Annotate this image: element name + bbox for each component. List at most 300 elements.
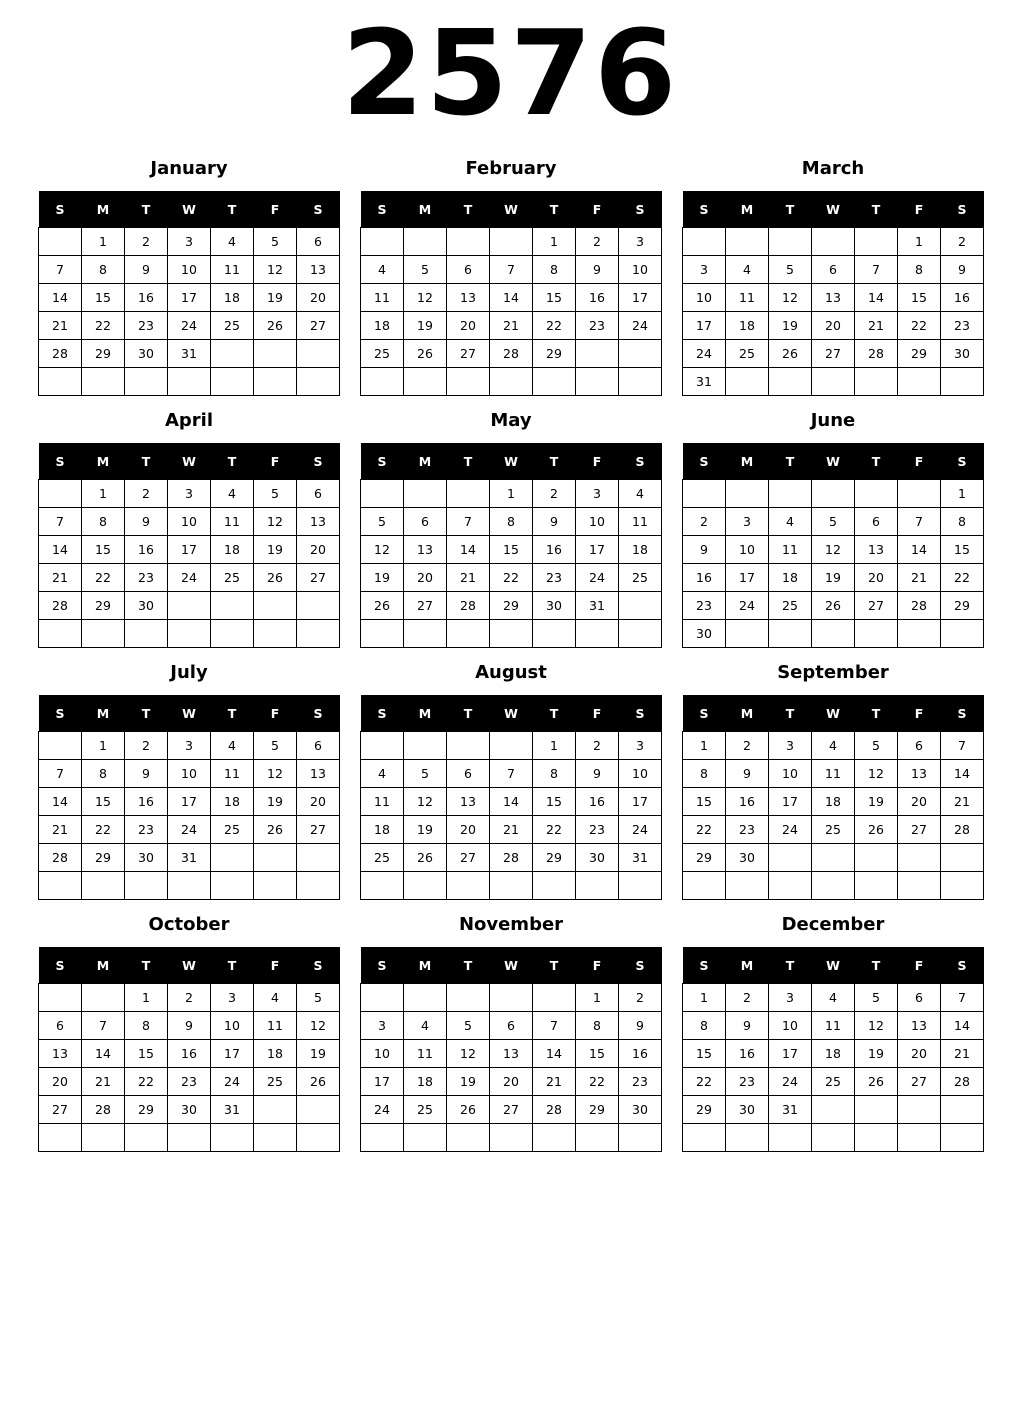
day-cell[interactable]: 15: [941, 536, 984, 564]
day-cell[interactable]: 17: [726, 564, 769, 592]
day-cell[interactable]: 13: [39, 1040, 82, 1068]
day-cell[interactable]: 9: [168, 1012, 211, 1040]
day-cell[interactable]: 30: [533, 592, 576, 620]
day-cell[interactable]: 4: [812, 984, 855, 1012]
day-cell[interactable]: 11: [361, 788, 404, 816]
day-cell[interactable]: 31: [769, 1096, 812, 1124]
day-cell[interactable]: 11: [211, 508, 254, 536]
day-cell[interactable]: 23: [533, 564, 576, 592]
day-cell[interactable]: 6: [490, 1012, 533, 1040]
day-cell[interactable]: 3: [683, 256, 726, 284]
day-cell[interactable]: 5: [254, 228, 297, 256]
day-cell[interactable]: 17: [769, 1040, 812, 1068]
day-cell[interactable]: 14: [941, 1012, 984, 1040]
day-cell[interactable]: 17: [619, 284, 662, 312]
day-cell[interactable]: 14: [39, 536, 82, 564]
day-cell[interactable]: 4: [361, 256, 404, 284]
day-cell[interactable]: 16: [576, 284, 619, 312]
day-cell[interactable]: 27: [447, 340, 490, 368]
day-cell[interactable]: 17: [168, 284, 211, 312]
day-cell[interactable]: 8: [82, 508, 125, 536]
day-cell[interactable]: 11: [769, 536, 812, 564]
day-cell[interactable]: 18: [361, 816, 404, 844]
day-cell[interactable]: 15: [82, 536, 125, 564]
day-cell[interactable]: 13: [404, 536, 447, 564]
day-cell[interactable]: 9: [533, 508, 576, 536]
day-cell[interactable]: 7: [490, 256, 533, 284]
day-cell[interactable]: 27: [812, 340, 855, 368]
day-cell[interactable]: 20: [297, 788, 340, 816]
day-cell[interactable]: 30: [125, 592, 168, 620]
day-cell[interactable]: 23: [576, 312, 619, 340]
day-cell[interactable]: 7: [39, 760, 82, 788]
day-cell[interactable]: 21: [941, 788, 984, 816]
day-cell[interactable]: 11: [404, 1040, 447, 1068]
day-cell[interactable]: 26: [404, 844, 447, 872]
day-cell[interactable]: 2: [726, 984, 769, 1012]
day-cell[interactable]: 22: [82, 564, 125, 592]
day-cell[interactable]: 5: [447, 1012, 490, 1040]
day-cell[interactable]: 9: [125, 508, 168, 536]
day-cell[interactable]: 1: [82, 480, 125, 508]
day-cell[interactable]: 28: [39, 340, 82, 368]
day-cell[interactable]: 23: [125, 312, 168, 340]
day-cell[interactable]: 23: [726, 816, 769, 844]
day-cell[interactable]: 6: [898, 984, 941, 1012]
day-cell[interactable]: 18: [361, 312, 404, 340]
day-cell[interactable]: 19: [855, 788, 898, 816]
day-cell[interactable]: 4: [726, 256, 769, 284]
day-cell[interactable]: 25: [812, 816, 855, 844]
day-cell[interactable]: 1: [898, 228, 941, 256]
day-cell[interactable]: 24: [619, 816, 662, 844]
day-cell[interactable]: 12: [812, 536, 855, 564]
day-cell[interactable]: 7: [898, 508, 941, 536]
day-cell[interactable]: 2: [619, 984, 662, 1012]
day-cell[interactable]: 19: [361, 564, 404, 592]
day-cell[interactable]: 11: [619, 508, 662, 536]
day-cell[interactable]: 9: [941, 256, 984, 284]
day-cell[interactable]: 29: [533, 340, 576, 368]
day-cell[interactable]: 17: [576, 536, 619, 564]
day-cell[interactable]: 16: [576, 788, 619, 816]
day-cell[interactable]: 3: [726, 508, 769, 536]
day-cell[interactable]: 20: [447, 312, 490, 340]
day-cell[interactable]: 21: [855, 312, 898, 340]
day-cell[interactable]: 26: [855, 816, 898, 844]
day-cell[interactable]: 7: [941, 984, 984, 1012]
day-cell[interactable]: 24: [168, 564, 211, 592]
day-cell[interactable]: 8: [576, 1012, 619, 1040]
day-cell[interactable]: 4: [254, 984, 297, 1012]
day-cell[interactable]: 1: [533, 228, 576, 256]
day-cell[interactable]: 13: [297, 256, 340, 284]
day-cell[interactable]: 15: [683, 1040, 726, 1068]
day-cell[interactable]: 3: [168, 732, 211, 760]
day-cell[interactable]: 6: [39, 1012, 82, 1040]
day-cell[interactable]: 2: [576, 228, 619, 256]
day-cell[interactable]: 7: [39, 256, 82, 284]
day-cell[interactable]: 25: [726, 340, 769, 368]
day-cell[interactable]: 15: [490, 536, 533, 564]
day-cell[interactable]: 21: [39, 312, 82, 340]
day-cell[interactable]: 4: [211, 228, 254, 256]
day-cell[interactable]: 29: [490, 592, 533, 620]
day-cell[interactable]: 22: [490, 564, 533, 592]
day-cell[interactable]: 30: [168, 1096, 211, 1124]
day-cell[interactable]: 29: [683, 844, 726, 872]
day-cell[interactable]: 10: [168, 508, 211, 536]
day-cell[interactable]: 20: [812, 312, 855, 340]
day-cell[interactable]: 18: [254, 1040, 297, 1068]
day-cell[interactable]: 11: [254, 1012, 297, 1040]
day-cell[interactable]: 3: [211, 984, 254, 1012]
day-cell[interactable]: 5: [769, 256, 812, 284]
day-cell[interactable]: 31: [683, 368, 726, 396]
day-cell[interactable]: 18: [404, 1068, 447, 1096]
day-cell[interactable]: 3: [361, 1012, 404, 1040]
day-cell[interactable]: 19: [254, 536, 297, 564]
day-cell[interactable]: 25: [769, 592, 812, 620]
day-cell[interactable]: 22: [125, 1068, 168, 1096]
day-cell[interactable]: 22: [683, 1068, 726, 1096]
day-cell[interactable]: 29: [898, 340, 941, 368]
day-cell[interactable]: 10: [168, 760, 211, 788]
day-cell[interactable]: 1: [941, 480, 984, 508]
day-cell[interactable]: 13: [855, 536, 898, 564]
day-cell[interactable]: 14: [490, 284, 533, 312]
day-cell[interactable]: 22: [683, 816, 726, 844]
day-cell[interactable]: 13: [447, 788, 490, 816]
day-cell[interactable]: 16: [125, 284, 168, 312]
day-cell[interactable]: 16: [683, 564, 726, 592]
day-cell[interactable]: 16: [941, 284, 984, 312]
day-cell[interactable]: 18: [726, 312, 769, 340]
day-cell[interactable]: 21: [39, 816, 82, 844]
day-cell[interactable]: 10: [168, 256, 211, 284]
day-cell[interactable]: 3: [168, 228, 211, 256]
day-cell[interactable]: 27: [39, 1096, 82, 1124]
day-cell[interactable]: 10: [619, 760, 662, 788]
day-cell[interactable]: 9: [683, 536, 726, 564]
day-cell[interactable]: 17: [211, 1040, 254, 1068]
day-cell[interactable]: 15: [82, 284, 125, 312]
day-cell[interactable]: 7: [941, 732, 984, 760]
day-cell[interactable]: 22: [82, 312, 125, 340]
day-cell[interactable]: 29: [82, 340, 125, 368]
day-cell[interactable]: 30: [576, 844, 619, 872]
day-cell[interactable]: 20: [39, 1068, 82, 1096]
day-cell[interactable]: 29: [683, 1096, 726, 1124]
day-cell[interactable]: 14: [490, 788, 533, 816]
day-cell[interactable]: 24: [683, 340, 726, 368]
day-cell[interactable]: 24: [211, 1068, 254, 1096]
day-cell[interactable]: 18: [211, 788, 254, 816]
day-cell[interactable]: 23: [941, 312, 984, 340]
day-cell[interactable]: 8: [898, 256, 941, 284]
day-cell[interactable]: 7: [39, 508, 82, 536]
day-cell[interactable]: 3: [619, 228, 662, 256]
day-cell[interactable]: 1: [576, 984, 619, 1012]
day-cell[interactable]: 23: [683, 592, 726, 620]
day-cell[interactable]: 26: [254, 816, 297, 844]
day-cell[interactable]: 6: [447, 256, 490, 284]
day-cell[interactable]: 10: [619, 256, 662, 284]
day-cell[interactable]: 5: [404, 760, 447, 788]
day-cell[interactable]: 15: [82, 788, 125, 816]
day-cell[interactable]: 13: [297, 508, 340, 536]
day-cell[interactable]: 12: [447, 1040, 490, 1068]
day-cell[interactable]: 10: [361, 1040, 404, 1068]
day-cell[interactable]: 14: [447, 536, 490, 564]
day-cell[interactable]: 14: [39, 284, 82, 312]
day-cell[interactable]: 21: [82, 1068, 125, 1096]
day-cell[interactable]: 12: [361, 536, 404, 564]
day-cell[interactable]: 15: [533, 788, 576, 816]
day-cell[interactable]: 22: [576, 1068, 619, 1096]
day-cell[interactable]: 24: [576, 564, 619, 592]
day-cell[interactable]: 28: [941, 1068, 984, 1096]
day-cell[interactable]: 5: [361, 508, 404, 536]
day-cell[interactable]: 18: [812, 1040, 855, 1068]
day-cell[interactable]: 7: [447, 508, 490, 536]
day-cell[interactable]: 12: [855, 1012, 898, 1040]
day-cell[interactable]: 6: [404, 508, 447, 536]
day-cell[interactable]: 3: [576, 480, 619, 508]
day-cell[interactable]: 20: [898, 1040, 941, 1068]
day-cell[interactable]: 26: [297, 1068, 340, 1096]
day-cell[interactable]: 22: [533, 816, 576, 844]
day-cell[interactable]: 12: [769, 284, 812, 312]
day-cell[interactable]: 20: [855, 564, 898, 592]
day-cell[interactable]: 15: [533, 284, 576, 312]
day-cell[interactable]: 17: [619, 788, 662, 816]
day-cell[interactable]: 20: [490, 1068, 533, 1096]
day-cell[interactable]: 1: [82, 228, 125, 256]
day-cell[interactable]: 30: [726, 844, 769, 872]
day-cell[interactable]: 14: [533, 1040, 576, 1068]
day-cell[interactable]: 17: [769, 788, 812, 816]
day-cell[interactable]: 26: [361, 592, 404, 620]
day-cell[interactable]: 31: [211, 1096, 254, 1124]
day-cell[interactable]: 13: [490, 1040, 533, 1068]
day-cell[interactable]: 6: [812, 256, 855, 284]
day-cell[interactable]: 19: [447, 1068, 490, 1096]
day-cell[interactable]: 3: [769, 984, 812, 1012]
day-cell[interactable]: 7: [490, 760, 533, 788]
day-cell[interactable]: 6: [297, 228, 340, 256]
day-cell[interactable]: 13: [898, 1012, 941, 1040]
day-cell[interactable]: 25: [211, 564, 254, 592]
day-cell[interactable]: 6: [898, 732, 941, 760]
day-cell[interactable]: 3: [168, 480, 211, 508]
day-cell[interactable]: 8: [82, 256, 125, 284]
day-cell[interactable]: 3: [619, 732, 662, 760]
day-cell[interactable]: 12: [855, 760, 898, 788]
day-cell[interactable]: 12: [254, 256, 297, 284]
day-cell[interactable]: 20: [404, 564, 447, 592]
day-cell[interactable]: 1: [683, 984, 726, 1012]
day-cell[interactable]: 22: [898, 312, 941, 340]
day-cell[interactable]: 10: [576, 508, 619, 536]
day-cell[interactable]: 5: [855, 732, 898, 760]
day-cell[interactable]: 13: [447, 284, 490, 312]
day-cell[interactable]: 26: [447, 1096, 490, 1124]
day-cell[interactable]: 19: [855, 1040, 898, 1068]
day-cell[interactable]: 21: [490, 816, 533, 844]
day-cell[interactable]: 5: [855, 984, 898, 1012]
day-cell[interactable]: 25: [361, 844, 404, 872]
day-cell[interactable]: 8: [941, 508, 984, 536]
day-cell[interactable]: 11: [726, 284, 769, 312]
day-cell[interactable]: 10: [769, 1012, 812, 1040]
day-cell[interactable]: 7: [855, 256, 898, 284]
day-cell[interactable]: 1: [82, 732, 125, 760]
day-cell[interactable]: 23: [125, 816, 168, 844]
day-cell[interactable]: 26: [769, 340, 812, 368]
day-cell[interactable]: 25: [812, 1068, 855, 1096]
day-cell[interactable]: 23: [619, 1068, 662, 1096]
day-cell[interactable]: 21: [533, 1068, 576, 1096]
day-cell[interactable]: 14: [39, 788, 82, 816]
day-cell[interactable]: 23: [726, 1068, 769, 1096]
day-cell[interactable]: 11: [812, 760, 855, 788]
day-cell[interactable]: 13: [812, 284, 855, 312]
day-cell[interactable]: 2: [125, 228, 168, 256]
day-cell[interactable]: 8: [683, 760, 726, 788]
day-cell[interactable]: 5: [254, 480, 297, 508]
day-cell[interactable]: 17: [168, 788, 211, 816]
day-cell[interactable]: 26: [254, 312, 297, 340]
day-cell[interactable]: 11: [812, 1012, 855, 1040]
day-cell[interactable]: 1: [533, 732, 576, 760]
day-cell[interactable]: 2: [168, 984, 211, 1012]
day-cell[interactable]: 1: [683, 732, 726, 760]
day-cell[interactable]: 28: [941, 816, 984, 844]
day-cell[interactable]: 16: [168, 1040, 211, 1068]
day-cell[interactable]: 2: [125, 480, 168, 508]
day-cell[interactable]: 27: [297, 312, 340, 340]
day-cell[interactable]: 5: [254, 732, 297, 760]
day-cell[interactable]: 3: [769, 732, 812, 760]
day-cell[interactable]: 26: [812, 592, 855, 620]
day-cell[interactable]: 2: [576, 732, 619, 760]
day-cell[interactable]: 20: [447, 816, 490, 844]
day-cell[interactable]: 4: [769, 508, 812, 536]
day-cell[interactable]: 16: [726, 1040, 769, 1068]
day-cell[interactable]: 1: [490, 480, 533, 508]
day-cell[interactable]: 21: [941, 1040, 984, 1068]
day-cell[interactable]: 21: [898, 564, 941, 592]
day-cell[interactable]: 29: [941, 592, 984, 620]
day-cell[interactable]: 10: [211, 1012, 254, 1040]
day-cell[interactable]: 26: [254, 564, 297, 592]
day-cell[interactable]: 29: [82, 592, 125, 620]
day-cell[interactable]: 19: [404, 816, 447, 844]
day-cell[interactable]: 28: [490, 844, 533, 872]
day-cell[interactable]: 21: [447, 564, 490, 592]
day-cell[interactable]: 4: [404, 1012, 447, 1040]
day-cell[interactable]: 17: [683, 312, 726, 340]
day-cell[interactable]: 22: [533, 312, 576, 340]
day-cell[interactable]: 29: [82, 844, 125, 872]
day-cell[interactable]: 9: [125, 760, 168, 788]
day-cell[interactable]: 23: [168, 1068, 211, 1096]
day-cell[interactable]: 24: [726, 592, 769, 620]
day-cell[interactable]: 22: [941, 564, 984, 592]
day-cell[interactable]: 27: [297, 816, 340, 844]
day-cell[interactable]: 18: [211, 536, 254, 564]
day-cell[interactable]: 27: [898, 1068, 941, 1096]
day-cell[interactable]: 24: [769, 816, 812, 844]
day-cell[interactable]: 23: [125, 564, 168, 592]
day-cell[interactable]: 21: [490, 312, 533, 340]
day-cell[interactable]: 4: [812, 732, 855, 760]
day-cell[interactable]: 27: [490, 1096, 533, 1124]
day-cell[interactable]: 2: [125, 732, 168, 760]
day-cell[interactable]: 25: [254, 1068, 297, 1096]
day-cell[interactable]: 6: [297, 732, 340, 760]
day-cell[interactable]: 8: [683, 1012, 726, 1040]
day-cell[interactable]: 18: [211, 284, 254, 312]
day-cell[interactable]: 9: [125, 256, 168, 284]
day-cell[interactable]: 19: [812, 564, 855, 592]
day-cell[interactable]: 25: [361, 340, 404, 368]
day-cell[interactable]: 14: [898, 536, 941, 564]
day-cell[interactable]: 4: [211, 480, 254, 508]
day-cell[interactable]: 16: [125, 536, 168, 564]
day-cell[interactable]: 24: [769, 1068, 812, 1096]
day-cell[interactable]: 29: [533, 844, 576, 872]
day-cell[interactable]: 29: [125, 1096, 168, 1124]
day-cell[interactable]: 30: [125, 844, 168, 872]
day-cell[interactable]: 30: [683, 620, 726, 648]
day-cell[interactable]: 25: [404, 1096, 447, 1124]
day-cell[interactable]: 17: [361, 1068, 404, 1096]
day-cell[interactable]: 17: [168, 536, 211, 564]
day-cell[interactable]: 30: [619, 1096, 662, 1124]
day-cell[interactable]: 7: [533, 1012, 576, 1040]
day-cell[interactable]: 28: [39, 592, 82, 620]
day-cell[interactable]: 14: [855, 284, 898, 312]
day-cell[interactable]: 19: [769, 312, 812, 340]
day-cell[interactable]: 22: [82, 816, 125, 844]
day-cell[interactable]: 19: [254, 788, 297, 816]
day-cell[interactable]: 21: [39, 564, 82, 592]
day-cell[interactable]: 28: [82, 1096, 125, 1124]
day-cell[interactable]: 30: [941, 340, 984, 368]
day-cell[interactable]: 8: [125, 1012, 168, 1040]
day-cell[interactable]: 19: [254, 284, 297, 312]
day-cell[interactable]: 16: [125, 788, 168, 816]
day-cell[interactable]: 24: [168, 816, 211, 844]
day-cell[interactable]: 9: [726, 1012, 769, 1040]
day-cell[interactable]: 15: [898, 284, 941, 312]
day-cell[interactable]: 31: [168, 844, 211, 872]
day-cell[interactable]: 24: [361, 1096, 404, 1124]
day-cell[interactable]: 15: [683, 788, 726, 816]
day-cell[interactable]: 25: [211, 816, 254, 844]
day-cell[interactable]: 18: [769, 564, 812, 592]
day-cell[interactable]: 19: [404, 312, 447, 340]
day-cell[interactable]: 10: [769, 760, 812, 788]
day-cell[interactable]: 8: [82, 760, 125, 788]
day-cell[interactable]: 19: [297, 1040, 340, 1068]
day-cell[interactable]: 4: [211, 732, 254, 760]
day-cell[interactable]: 2: [726, 732, 769, 760]
day-cell[interactable]: 10: [726, 536, 769, 564]
day-cell[interactable]: 16: [533, 536, 576, 564]
